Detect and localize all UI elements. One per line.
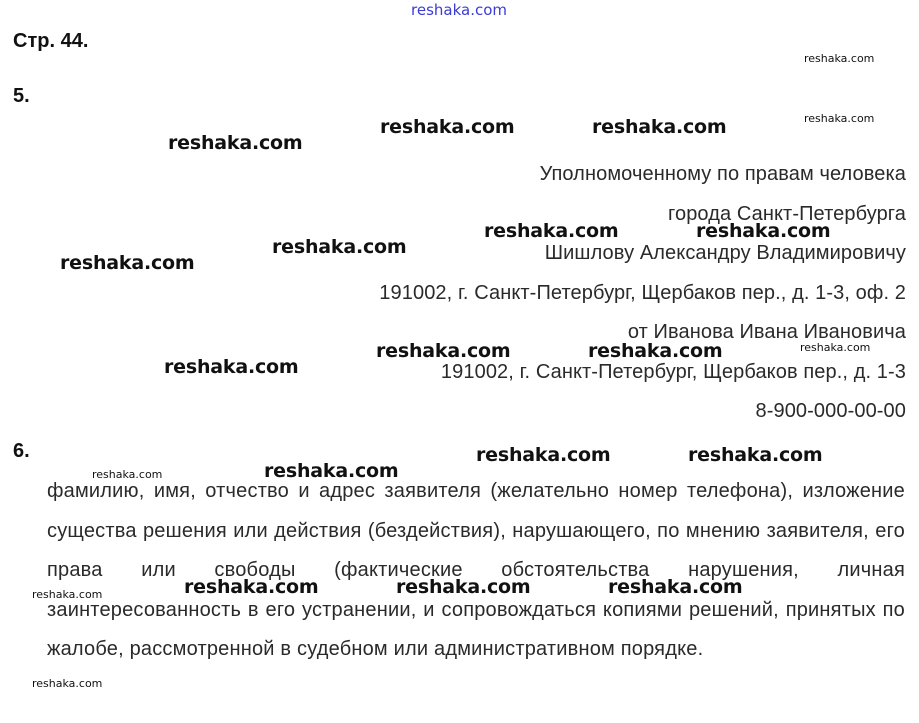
recipient-name: Шишлову Александру Владимировичу [544, 242, 906, 264]
task-6-number: 6. [13, 440, 30, 462]
watermark: reshaka.com [696, 220, 831, 242]
watermark: reshaka.com [588, 340, 723, 362]
recipient-address: 191002, г. Санкт-Петербург, Щербаков пер., д. 1-3, оф. 2 [379, 282, 906, 304]
watermark: reshaka.com [484, 220, 619, 242]
watermark: reshaka.com [184, 576, 319, 598]
watermark: reshaka.com [60, 252, 195, 274]
watermark: reshaka.com [804, 52, 875, 65]
page-heading: Стр. 44. [13, 30, 89, 52]
sender-phone: 8-900-000-00-00 [755, 400, 906, 422]
task-5-number: 5. [13, 85, 30, 107]
sender-name: от Иванова Ивана Ивановича [627, 321, 906, 343]
watermark: reshaka.com [396, 576, 531, 598]
watermark: reshaka.com [264, 460, 399, 482]
watermark: reshaka.com [32, 677, 103, 690]
task-6-text: фамилию, имя, отчество и адрес заявителя (желательно номер телефона), изложение существа решения или действия (бездействия), нарушающего, по мнению заявителя, его права или свободы (фактические обстоятельства нарушения, личная заинтересованность в его устранении, и сопровождаться копиями решений, принятых по жалобе, рассмотренной в судебном или административном порядке. [47, 480, 905, 660]
watermark: reshaka.com [272, 236, 407, 258]
watermark: reshaka.com [376, 340, 511, 362]
header-watermark: reshaka.com [411, 1, 507, 19]
watermark: reshaka.com [804, 112, 875, 125]
watermark: reshaka.com [688, 444, 823, 466]
sender-address: 191002, г. Санкт-Петербург, Щербаков пер., д. 1-3 [440, 361, 906, 383]
watermark: reshaka.com [92, 468, 163, 481]
watermark: reshaka.com [476, 444, 611, 466]
watermark: reshaka.com [800, 341, 871, 354]
watermark: reshaka.com [164, 356, 299, 378]
watermark: reshaka.com [380, 116, 515, 138]
watermark: reshaka.com [32, 588, 103, 601]
recipient-city: города Санкт-Петербурга [668, 203, 906, 225]
recipient-title: Уполномоченному по правам человека [539, 163, 906, 185]
watermark: reshaka.com [592, 116, 727, 138]
watermark: reshaka.com [608, 576, 743, 598]
watermark: reshaka.com [168, 132, 303, 154]
